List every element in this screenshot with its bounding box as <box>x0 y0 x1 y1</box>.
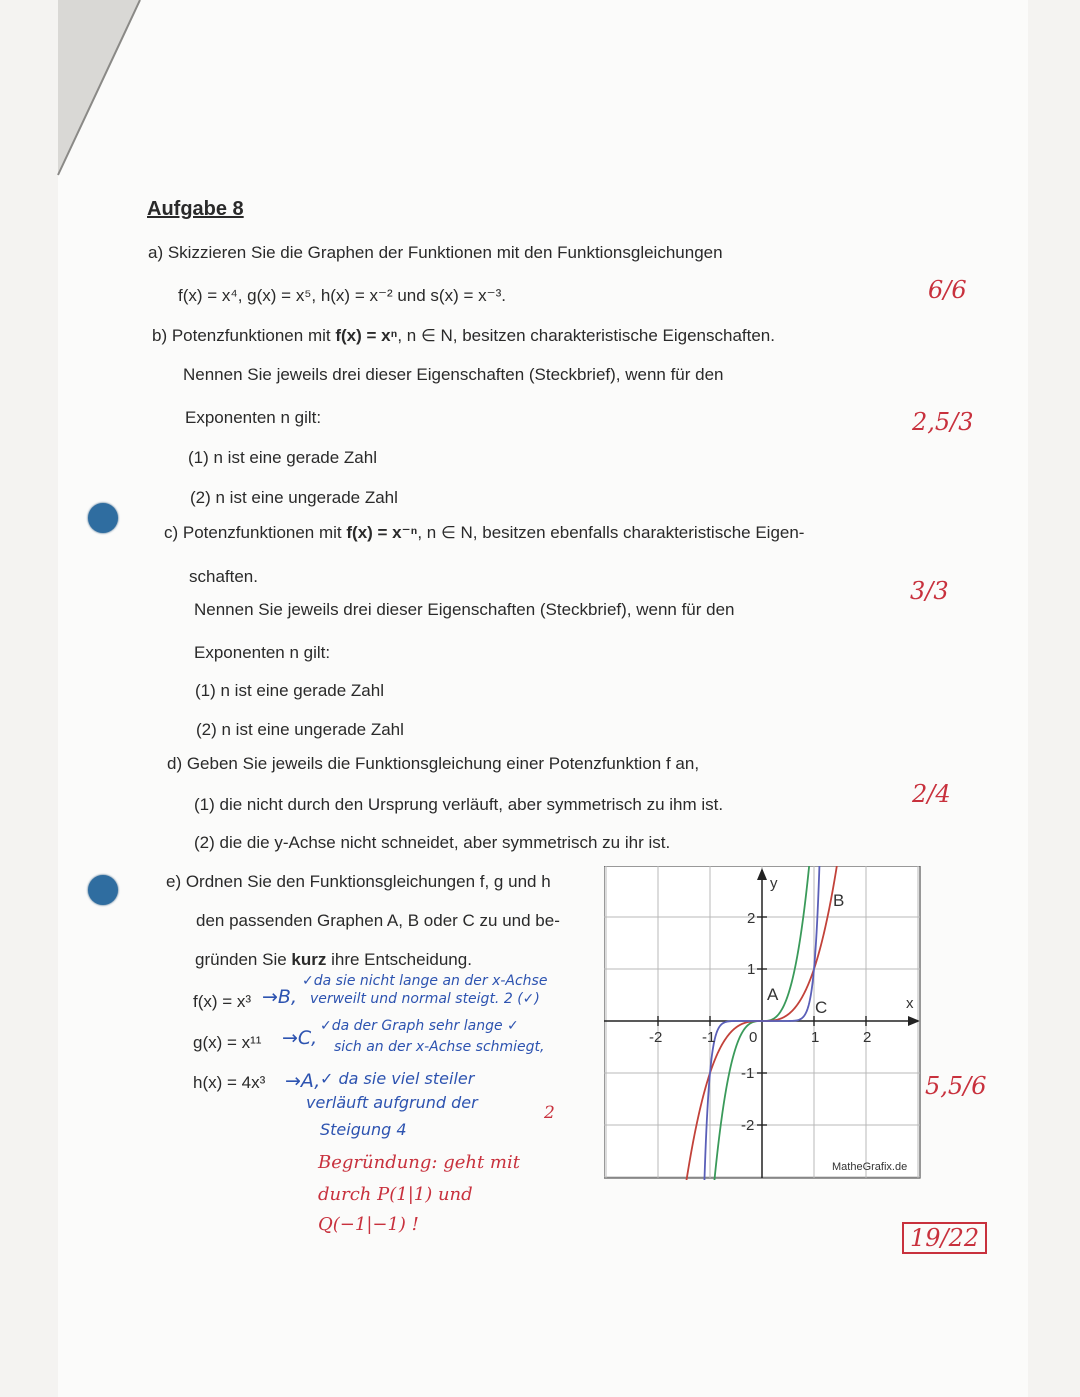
answer-g: →C, <box>282 1027 318 1049</box>
task-b-formula: f(x) = xⁿ <box>335 326 398 345</box>
punch-hole-top <box>88 503 118 533</box>
task-d-line1: d) Geben Sie jeweils die Funktionsgleichung einer Potenzfunktion f an, <box>167 754 700 773</box>
task-c-suffix: , n ∈ N, besitzen ebenfalls charakteristische Eigen- <box>417 523 805 542</box>
tick-label-x-2: 2 <box>863 1029 872 1046</box>
reason-h-line1: ✓ da sie viel steiler <box>320 1069 475 1088</box>
answer-h: →A, <box>285 1070 321 1092</box>
task-d-item1: (1) die nicht durch den Ursprung verläuft, aber symmetrisch zu ihm ist. <box>194 795 724 814</box>
tick-label-x-0: 0 <box>749 1029 758 1046</box>
folded-corner-shadow <box>0 0 150 190</box>
task-c-formula: f(x) = x⁻ⁿ <box>346 523 418 542</box>
task-c-line2: schaften. <box>189 567 258 586</box>
tick-label-x-neg2: -2 <box>649 1029 663 1046</box>
task-e-line1: e) Ordnen Sie den Funktionsgleichungen f, g und h <box>166 872 551 891</box>
equation-f: f(x) = x³ <box>193 992 252 1011</box>
graph-label-c: C <box>815 998 828 1017</box>
task-e-line3-post: ihre Entscheidung. <box>326 950 472 969</box>
score-a: 6/6 <box>928 276 967 304</box>
task-a-line1: a) Skizzieren Sie die Graphen der Funktionen mit den Funktionsgleichungen <box>148 243 723 262</box>
equation-h: h(x) = 4x³ <box>193 1073 266 1092</box>
teacher-mark-h: 2 <box>544 1103 555 1123</box>
score-d: 2/4 <box>912 780 951 808</box>
score-c: 3/3 <box>910 577 949 605</box>
graph-label-a: A <box>767 985 779 1004</box>
reason-f-line1: ✓da sie nicht lange an der x-Achse <box>302 973 548 989</box>
task-c-line4: Exponenten n gilt: <box>194 643 331 662</box>
teacher-note-line3: Q(−1|−1) ! <box>318 1214 419 1235</box>
y-axis-label: y <box>770 875 778 892</box>
answer-f: →B, <box>262 986 297 1008</box>
tick-label-y-neg2: -2 <box>741 1117 755 1134</box>
task-d-item2: (2) die die y-Achse nicht schneidet, aber symmetrisch zu ihr ist. <box>194 833 671 852</box>
reason-h-line2: verläuft aufgrund der <box>306 1093 478 1112</box>
score-total: 19/22 <box>902 1222 987 1254</box>
score-b: 2,5/3 <box>912 408 974 436</box>
reason-g-line2: sich an der x-Achse schmiegt, <box>334 1039 545 1055</box>
teacher-note-line2: durch P(1|1) und <box>318 1184 473 1205</box>
teacher-note-line1: Begründung: geht mit <box>318 1152 520 1173</box>
tick-label-y-2: 2 <box>747 910 756 927</box>
task-heading: Aufgabe 8 <box>147 198 244 220</box>
graph-credit: MatheGrafix.de <box>832 1161 908 1173</box>
tick-label-x-1: 1 <box>811 1029 820 1046</box>
reason-g-line1: ✓da der Graph sehr lange ✓ <box>320 1018 519 1034</box>
punch-hole-bottom <box>88 875 118 905</box>
task-b-item2: (2) n ist eine ungerade Zahl <box>190 488 398 507</box>
task-e-line2: den passenden Graphen A, B oder C zu und be- <box>196 911 560 930</box>
task-b-suffix: , n ∈ N, besitzen charakteristische Eigenschaften. <box>397 326 775 345</box>
x-axis-label: x <box>906 995 914 1012</box>
task-b-line1 <box>152 326 775 346</box>
reason-f-line2: verweilt und normal steigt. 2 (✓) <box>310 991 540 1007</box>
tick-label-x-neg1: -1 <box>702 1029 716 1046</box>
task-e-line3-pre: gründen Sie <box>195 950 292 969</box>
task-a-functions: f(x) = x⁴, g(x) = x⁵, h(x) = x⁻² und s(x) = x⁻³. <box>178 286 506 305</box>
task-b-line3: Exponenten n gilt: <box>185 408 322 427</box>
task-c-line1 <box>164 523 804 543</box>
function-graph <box>604 866 924 1180</box>
task-c-prefix: c) Potenzfunktionen mit <box>164 523 347 542</box>
graph-label-b: B <box>833 891 845 910</box>
tick-label-y-neg1: -1 <box>741 1065 755 1082</box>
score-e: 5,5/6 <box>925 1072 987 1100</box>
task-e-line3-bold: kurz <box>291 950 327 969</box>
tick-label-y-1: 1 <box>747 961 756 978</box>
task-c-item2: (2) n ist eine ungerade Zahl <box>196 720 404 739</box>
task-c-line3: Nennen Sie jeweils drei dieser Eigenschaften (Steckbrief), wenn für den <box>194 600 735 619</box>
task-e-line3 <box>195 950 472 970</box>
task-b-item1: (1) n ist eine gerade Zahl <box>188 448 377 467</box>
task-b-line2: Nennen Sie jeweils drei dieser Eigenschaften (Steckbrief), wenn für den <box>183 365 724 384</box>
reason-h-line3: Steigung 4 <box>320 1120 407 1139</box>
task-c-item1: (1) n ist eine gerade Zahl <box>195 681 384 700</box>
equation-g: g(x) = x¹¹ <box>193 1033 262 1052</box>
task-b-prefix: b) Potenzfunktionen mit <box>152 326 336 345</box>
